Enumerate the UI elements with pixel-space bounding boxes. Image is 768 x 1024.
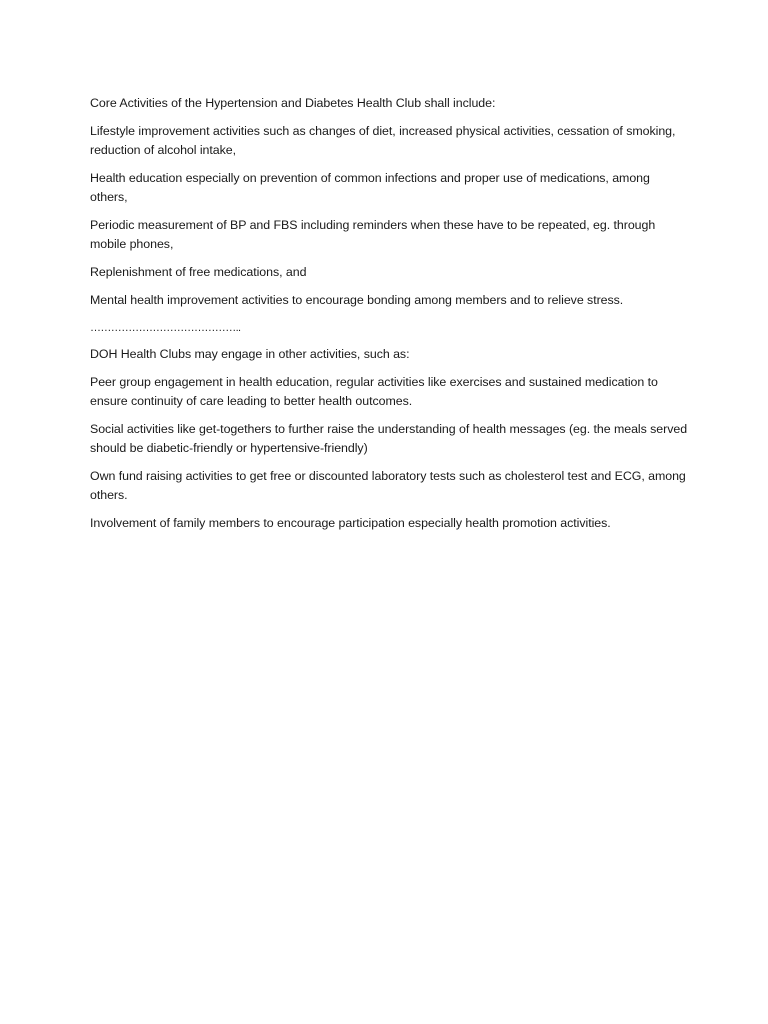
core-activities-heading: Core Activities of the Hypertension and Diabetes Health Club shall include:: [90, 96, 496, 110]
other-activity-item: Involvement of family members to encourage participation especially health promotion activities.: [90, 516, 611, 530]
core-activity-item: Replenishment of free medications, and: [90, 265, 307, 279]
document-body: [90, 94, 690, 542]
core-activity-item: Mental health improvement activities to encourage bonding among members and to relieve stress.: [90, 293, 624, 307]
other-activity-item: Peer group engagement in health education, regular activities like exercises and sustained medication to ensure continuity of care leading to better health outcomes.: [90, 375, 658, 408]
core-activity-item: Lifestyle improvement activities such as changes of diet, increased physical activities, cessation of smoking, reduction of alcohol intake,: [90, 124, 676, 157]
core-activity-item: Periodic measurement of BP and FBS including reminders when these have to be repeated, eg. through mobile phones,: [90, 218, 656, 251]
dotted-separator: ……………………………………..: [90, 322, 241, 334]
other-activity-item: Social activities like get-togethers to further raise the understanding of health messages (eg. the meals served should be diabetic-friendly or hypertensive-friendly): [90, 422, 688, 455]
other-activities-heading: DOH Health Clubs may engage in other activities, such as:: [90, 347, 410, 361]
core-activity-item: Health education especially on prevention of common infections and proper use of medications, among others,: [90, 171, 650, 204]
other-activity-item: Own fund raising activities to get free or discounted laboratory tests such as cholesterol test and ECG, among others.: [90, 469, 686, 502]
